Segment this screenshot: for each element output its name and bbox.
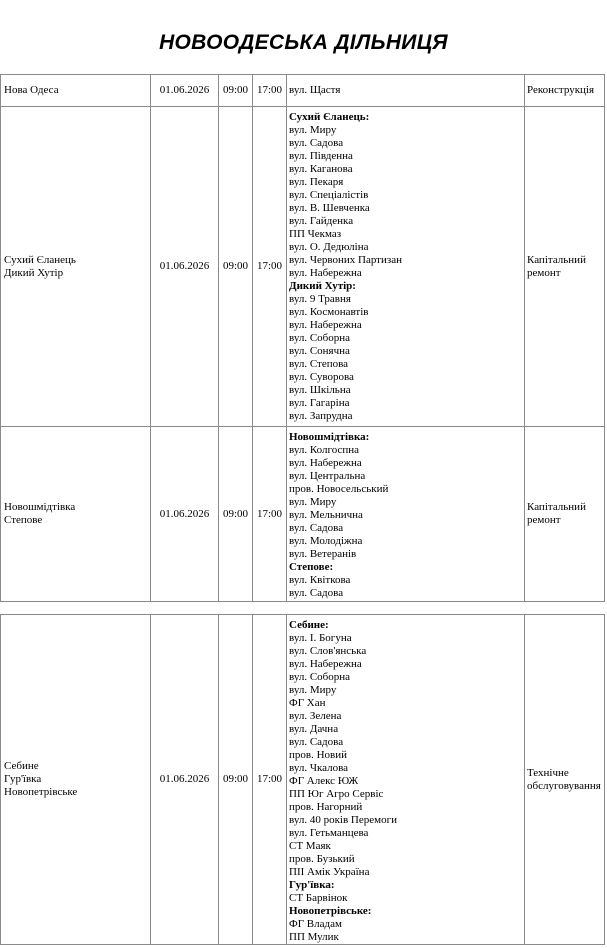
street-item: вул. Суворова — [289, 371, 354, 383]
locality-cell — [1, 75, 151, 107]
street-item: ПІІ Амік Україна — [289, 866, 370, 878]
work-type-cell — [525, 75, 605, 107]
text-line: Нова Одеса — [4, 84, 59, 96]
table-row — [1, 107, 605, 427]
street-item: вул. Дачна — [289, 723, 339, 735]
street-item: ФГ Владам — [289, 918, 342, 930]
street-item: вул. Квіткова — [289, 574, 351, 586]
street-item: вул. Садова — [289, 137, 344, 149]
text-line: Дикий Хутір — [4, 266, 64, 279]
date-cell: 01.06.2026 — [151, 615, 219, 945]
street-item: вул. Миру — [289, 496, 337, 508]
start-time-cell: 09:00 — [219, 615, 253, 945]
street-item: вул. Молодіжна — [289, 535, 363, 547]
text-line: Сухий Єланець — [4, 253, 76, 266]
street-item: вул. Щастя — [289, 84, 341, 96]
street-item: вул. 9 Травня — [289, 293, 351, 305]
street-item: вул. Набережна — [289, 319, 362, 331]
locality-heading: Новопетрівське: — [289, 905, 372, 917]
street-item: вул. Колгоспна — [289, 444, 360, 456]
street-item: вул. Соборна — [289, 332, 351, 344]
street-item: вул. Південна — [289, 150, 353, 162]
street-item: вул. Центральна — [289, 470, 366, 482]
text-line: Капітальний — [527, 501, 586, 513]
locality-heading: Себине: — [289, 619, 329, 631]
text-line: Реконструкція — [527, 84, 595, 96]
work-type-cell — [525, 107, 605, 427]
text-line: Себине — [4, 760, 39, 772]
schedule-table-2 — [0, 614, 605, 945]
street-item: вул. Садова — [289, 587, 344, 599]
streets-cell — [287, 75, 525, 107]
street-item: вул. Спеціалістів — [289, 189, 369, 201]
street-item: вул. Набережна — [289, 267, 362, 279]
text-line: обслуговування — [527, 779, 601, 792]
street-item: вул. 40 років Перемоги — [289, 814, 397, 826]
street-item: вул. Набережна — [289, 457, 362, 469]
street-item: вул. Космонавтів — [289, 306, 369, 318]
end-time-cell: 17:00 — [253, 615, 287, 945]
street-item: вул. Набережна — [289, 658, 362, 670]
text-line: Новопетрівське — [4, 786, 78, 798]
schedule-table-1 — [0, 74, 605, 602]
street-item: вул. Садова — [289, 736, 344, 748]
table-row — [1, 615, 605, 945]
street-item: вул. Шкільна — [289, 384, 351, 396]
street-item: вул. Гетьманцева — [289, 827, 369, 839]
street-item: вул. Пекаря — [289, 176, 344, 188]
street-item: вул. Садова — [289, 522, 344, 534]
date-cell: 01.06.2026 — [151, 75, 219, 107]
street-item: вул. В. Шевченка — [289, 202, 370, 214]
street-item: ПП Юг Агро Сервіс — [289, 788, 384, 800]
text-line: ремонт — [527, 266, 561, 279]
locality-heading: Гур'ївка: — [289, 879, 335, 891]
street-item: вул. О. Дедюліна — [289, 241, 369, 253]
start-time-cell: 09:00 — [219, 75, 253, 107]
street-item: СТ Барвінок — [289, 892, 348, 904]
locality-cell — [1, 615, 151, 945]
streets-cell — [287, 615, 525, 945]
street-item: вул. Каганова — [289, 163, 353, 175]
text-line: Капітальний — [527, 253, 586, 266]
street-item: вул. І. Богуна — [289, 632, 352, 644]
end-time-cell: 17:00 — [253, 107, 287, 427]
street-item: вул. Сонячна — [289, 345, 350, 357]
locality-cell — [1, 427, 151, 602]
locality-heading: Сухий Єланець: — [289, 111, 370, 123]
locality-heading: Степове: — [289, 561, 334, 573]
street-item: пров. Новосельський — [289, 483, 389, 495]
end-time-cell: 17:00 — [253, 75, 287, 107]
start-time-cell: 09:00 — [219, 427, 253, 602]
street-item: вул. Запрудна — [289, 410, 353, 422]
work-type-cell — [525, 615, 605, 945]
street-item: ПП Мулик — [289, 931, 339, 943]
date-cell: 01.06.2026 — [151, 107, 219, 427]
street-item: вул. Миру — [289, 684, 337, 696]
street-item: вул. Мельнична — [289, 509, 363, 521]
street-item: вул. Гагаріна — [289, 397, 350, 409]
locality-heading: Дикий Хутір: — [289, 280, 356, 292]
street-item: пров. Нагорний — [289, 801, 363, 813]
end-time-cell: 17:00 — [253, 427, 287, 602]
street-item: вул. Червоних Партизан — [289, 254, 402, 266]
text-line: Гур'ївка — [4, 773, 42, 785]
street-item: вул. Миру — [289, 124, 337, 136]
street-item: СТ Маяк — [289, 840, 331, 852]
streets-cell — [287, 107, 525, 427]
text-line: Технічне — [527, 766, 569, 779]
locality-heading: Новошмідтівка: — [289, 431, 370, 443]
date-cell: 01.06.2026 — [151, 427, 219, 602]
street-item: вул. Ветеранів — [289, 548, 357, 560]
streets-cell — [287, 427, 525, 602]
street-item: вул. Соборна — [289, 671, 351, 683]
street-item: ПП Чекмаз — [289, 228, 342, 240]
text-line: Новошмідтівка — [4, 501, 76, 513]
street-item: вул. Чкалова — [289, 762, 349, 774]
street-item: пров. Бузький — [289, 853, 355, 865]
text-line: ремонт — [527, 514, 561, 526]
page-title: НОВООДЕСЬКА ДІЛЬНИЦЯ — [159, 31, 448, 54]
text-line: Степове — [4, 514, 43, 526]
work-type-cell — [525, 427, 605, 602]
street-item: вул. Слов'янська — [289, 645, 367, 657]
locality-cell — [1, 107, 151, 427]
street-item: пров. Новий — [289, 749, 347, 761]
street-item: ФГ Хан — [289, 697, 326, 709]
start-time-cell: 09:00 — [219, 107, 253, 427]
table-row — [1, 427, 605, 602]
street-item: ФГ Алекс ЮЖ — [289, 775, 359, 787]
street-item: вул. Гайденка — [289, 215, 354, 227]
table-row — [1, 75, 605, 107]
street-item: вул. Степова — [289, 358, 349, 370]
street-item: вул. Зелена — [289, 710, 342, 722]
